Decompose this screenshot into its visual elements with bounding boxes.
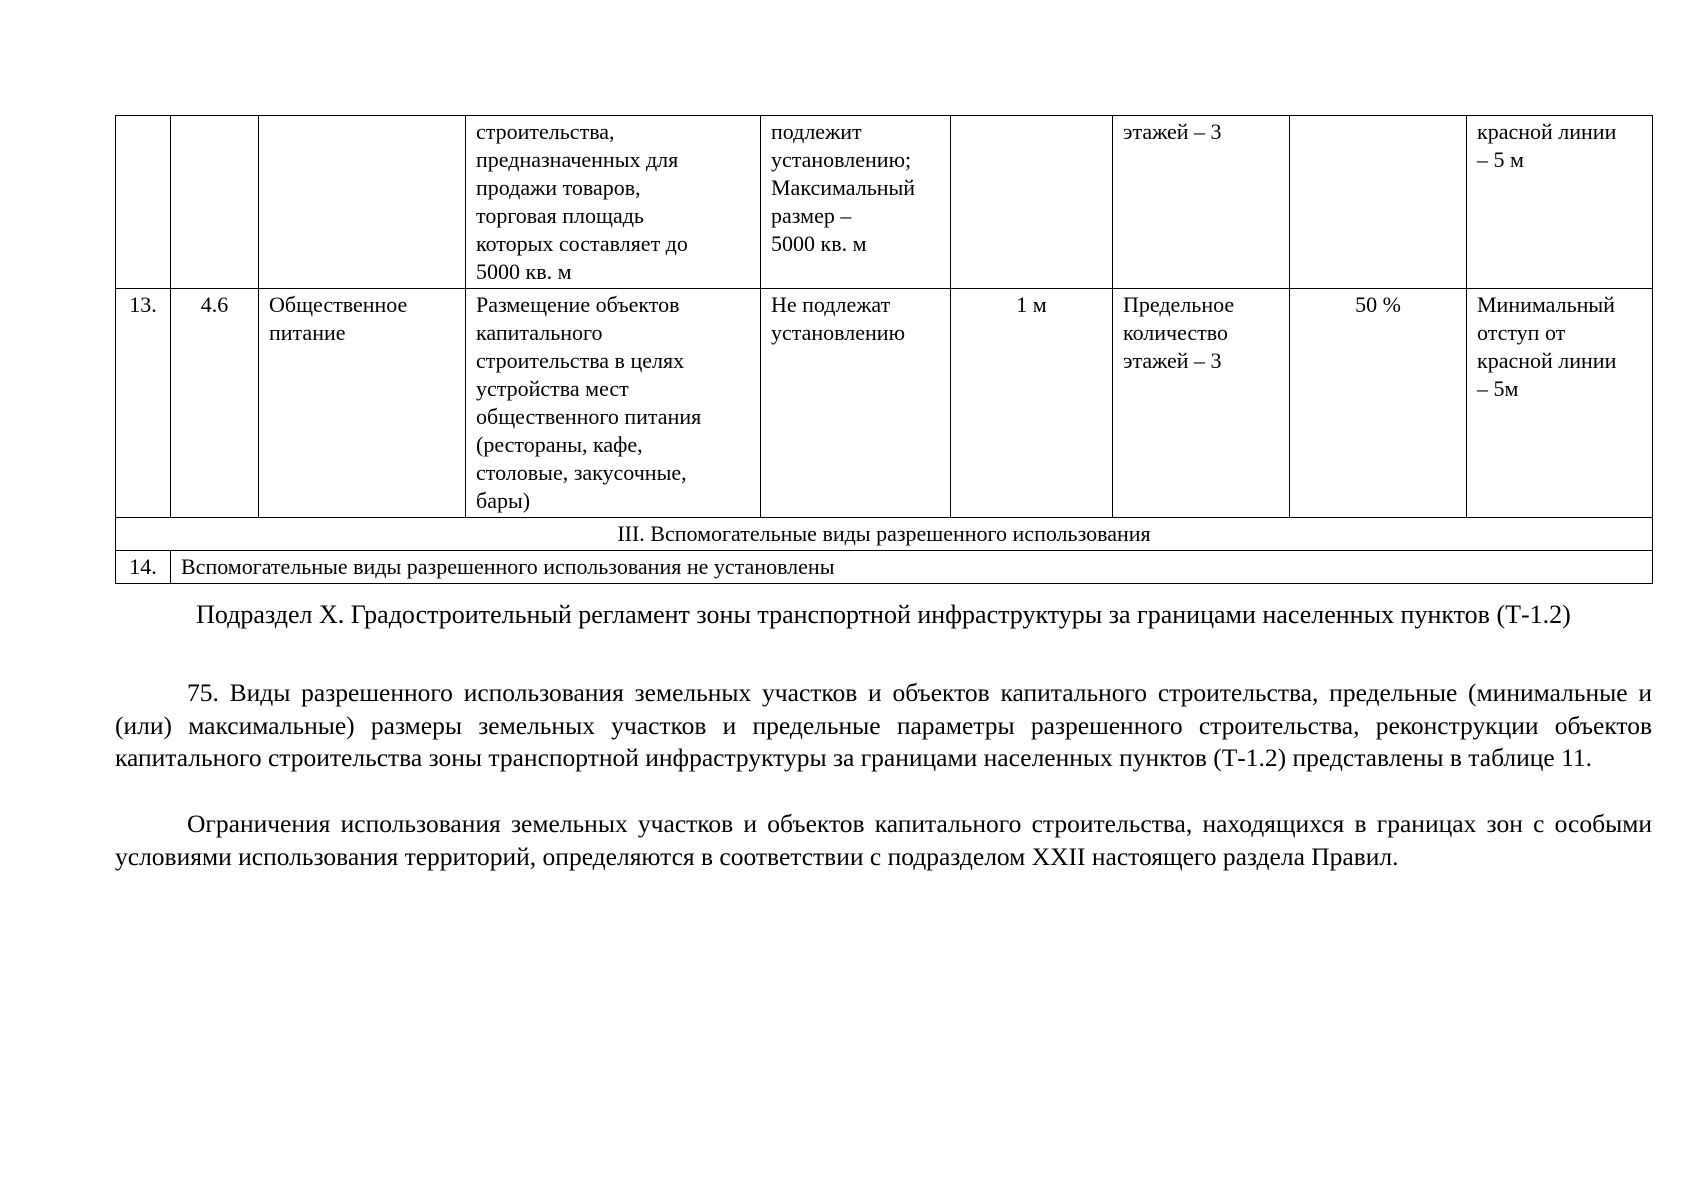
section-header-row: [116, 518, 1653, 551]
cell-description: строительства, предназначенных для продажи товаров, торговая площадь которых составляет до 5000 кв. м: [466, 116, 761, 289]
cell-note: Вспомогательные виды разрешенного использования не установлены: [171, 551, 1653, 584]
cell-red-line: красной линии – 5 м: [1467, 116, 1653, 289]
section-header: III. Вспомогательные виды разрешенного использования: [116, 518, 1653, 551]
table-row: [116, 289, 1653, 518]
cell-lot-size: Не подлежат установлению: [761, 289, 951, 518]
cell-code: [171, 116, 259, 289]
cell-floors: этажей – 3: [1113, 116, 1290, 289]
zoning-table: [115, 115, 1653, 584]
cell-setback: [951, 116, 1113, 289]
cell-lot-size: подлежит установлению; Максимальный размер – 5000 кв. м: [761, 116, 951, 289]
paragraph-restrictions: Ограничения использования земельных участков и объектов капитального строительства, находящихся в границах зон с особыми условиями использования территорий, определяются в соответствии с подразделом XXII настоящего раздела Правил.: [115, 809, 1652, 871]
cell-description: Размещение объектов капитального строительства в целях устройства мест общественного питания (рестораны, кафе, столовые, закусочные, бары): [466, 289, 761, 518]
paragraph-75: 75. Виды разрешенного использования земельных участков и объектов капитального строительства, предельные (минимальные и (или) максимальные) размеры земельных участков и предельные параметры разрешенного строительства, реконструкции объектов капитального строительства зоны транспортной инфраструктуры за границами населенных пунктов (Т-1.2) представлены в таблице 11.: [115, 678, 1652, 772]
cell-coverage: 50 %: [1290, 289, 1467, 518]
cell-number: [116, 116, 171, 289]
cell-floors: Предельное количество этажей – 3: [1113, 289, 1290, 518]
subsection-title: Подраздел X. Градостроительный регламент зоны транспортной инфраструктуры за границами населенных пунктов (Т-1.2): [196, 600, 1571, 629]
cell-number: 14.: [116, 551, 171, 584]
cell-coverage: [1290, 116, 1467, 289]
cell-red-line: Минимальный отступ от красной линии – 5м: [1467, 289, 1653, 518]
cell-setback: 1 м: [951, 289, 1113, 518]
cell-code: 4.6: [171, 289, 259, 518]
table-row: [116, 116, 1653, 289]
cell-use-name: Общественное питание: [259, 289, 466, 518]
table-row: [116, 551, 1653, 584]
cell-use-name: [259, 116, 466, 289]
cell-number: 13.: [116, 289, 171, 518]
